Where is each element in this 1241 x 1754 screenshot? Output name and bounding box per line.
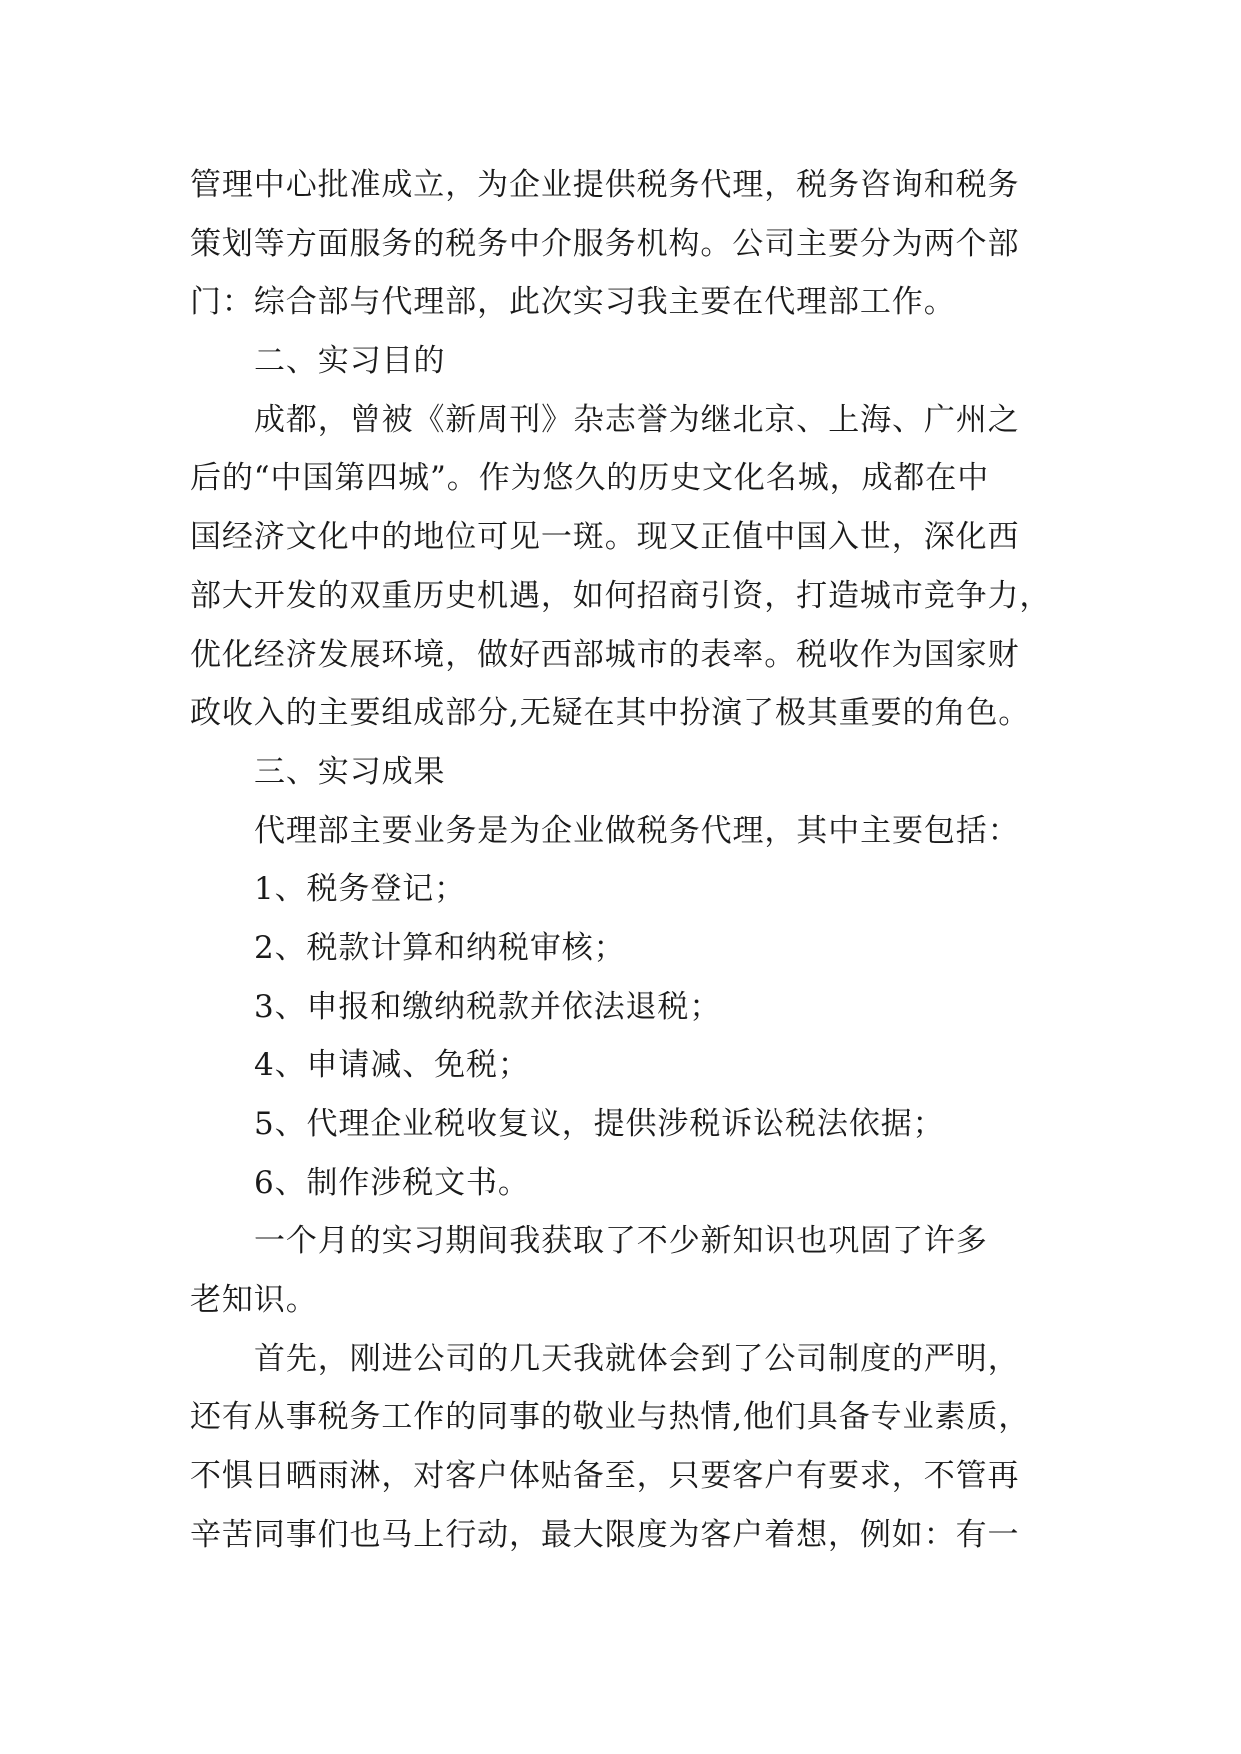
paragraph-line: 老知识。 [190,1282,318,1319]
list-item: 1、税务登记； [254,871,467,908]
list-item: 3、申报和缴纳税款并依法退税； [254,988,722,1025]
paragraph-line: 首先，刚进公司的几天我就体会到了公司制度的严明， [254,1340,1020,1377]
paragraph-line: 辛苦同事们也马上行动，最大限度为客户着想，例如：有一 [190,1516,1020,1553]
paragraph-line: 不惧日晒雨淋，对客户体贴备至，只要客户有要求，不管再 [190,1458,1020,1495]
section-heading: 二、实习目的 [254,343,446,380]
list-item: 4、申请减、免税； [254,1047,530,1084]
paragraph-line: 代理部主要业务是为企业做税务代理，其中主要包括： [254,812,1020,849]
paragraph-line: 部大开发的双重历史机遇，如何招商引资，打造城市竞争力， [190,577,1052,614]
paragraph-line: 优化经济发展环境，做好西部城市的表率。税收作为国家财 [190,636,1020,673]
paragraph-line: 一个月的实习期间我获取了不少新知识也巩固了许多 [254,1223,988,1260]
paragraph-line: 还有从事税务工作的同事的敬业与热情,他们具备专业素质， [190,1399,1031,1436]
document-body [190,156,1060,1565]
section-heading: 三、实习成果 [254,753,446,790]
paragraph-line: 策划等方面服务的税务中介服务机构。公司主要分为两个部 [190,225,1020,262]
paragraph-line: 政收入的主要组成部分,无疑在其中扮演了极其重要的角色。 [190,695,1031,732]
paragraph-line: 管理中心批准成立，为企业提供税务代理，税务咨询和税务 [190,167,1020,203]
paragraph-line: 国经济文化中的地位可见一斑。现又正值中国入世，深化西 [190,519,1020,556]
paragraph-line: 后的“中国第四城”。作为悠久的历史文化名城，成都在中 [190,460,990,497]
list-item: 6、制作涉税文书。 [254,1164,530,1201]
paragraph-line: 门：综合部与代理部，此次实习我主要在代理部工作。 [190,284,956,321]
list-item: 2、税款计算和纳税审核； [254,929,626,966]
list-item: 5、代理企业税收复议，提供涉税诉讼税法依据； [254,1106,945,1142]
paragraph-line: 成都，曾被《新周刊》杂志誉为继北京、上海、广州之 [254,401,1020,438]
